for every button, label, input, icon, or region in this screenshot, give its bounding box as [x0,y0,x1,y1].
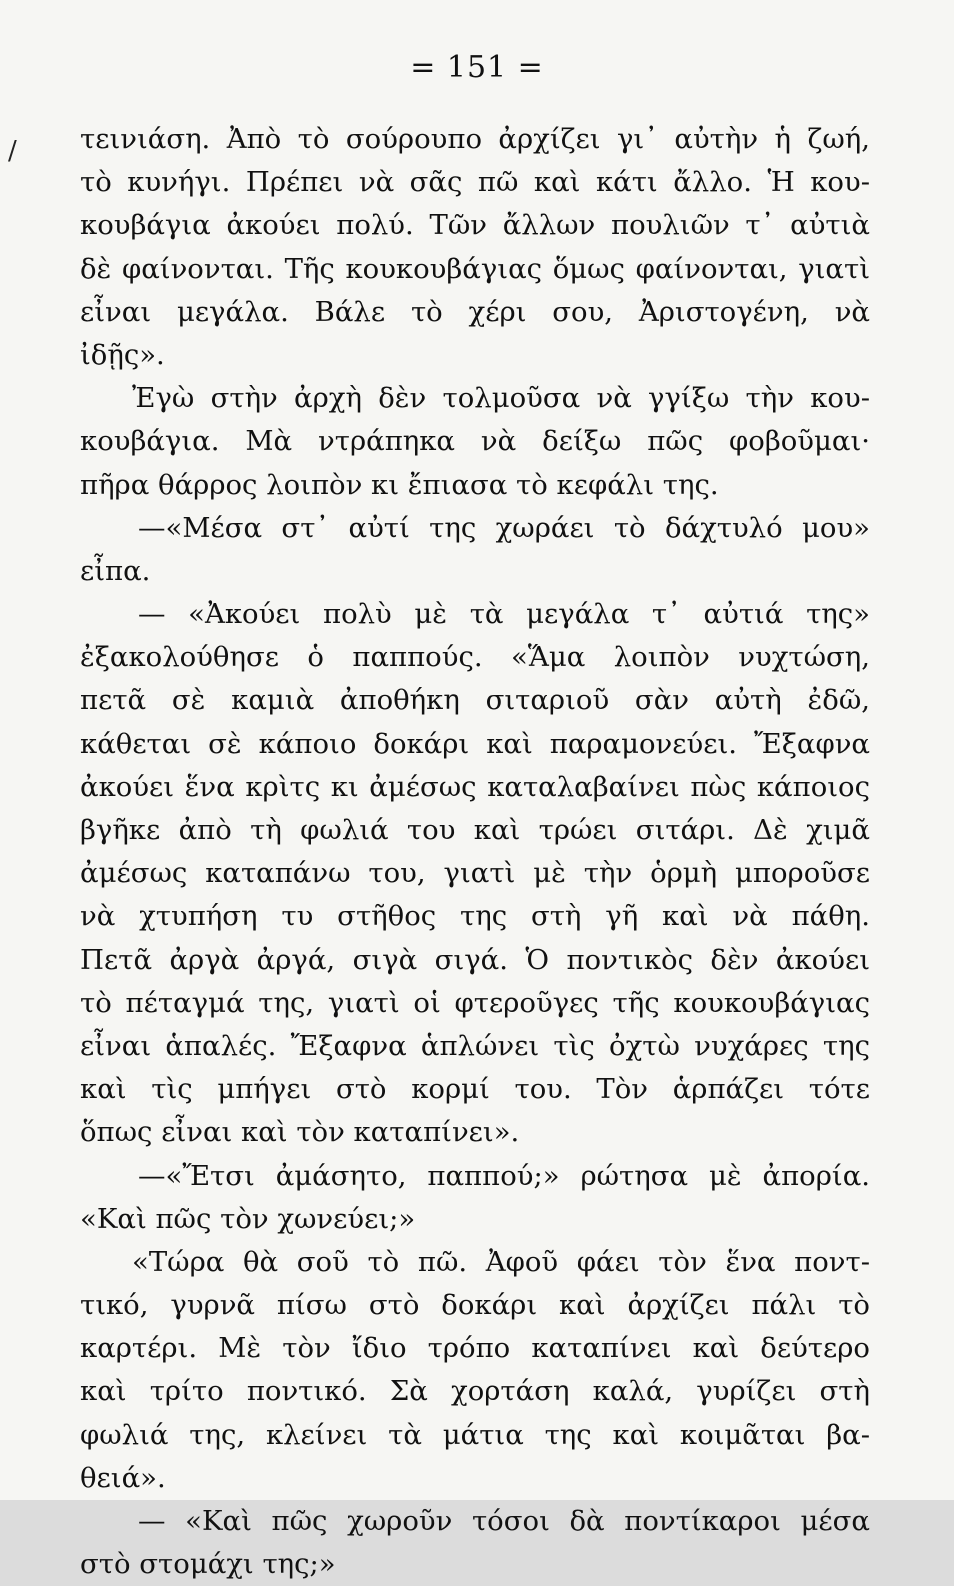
text-line: κάθεται σὲ κάποιο δοκάρι καὶ παραμονεύει. Ἔξαφνα [80,727,870,760]
page-number: = 151 = [410,50,544,85]
text-line: —«Μέσα στ᾽ αὐτί της χωράει τὸ δάχτυλό μου» [138,511,870,544]
text-line: ἐξακολούθησε ὁ παππούς. «Ἅμα λοιπὸν νυχτώση, [80,641,870,674]
text-line: ὅπως εἶναι καὶ τὸν καταπίνει». [80,1116,520,1149]
text-line: ἰδῇς». [80,338,165,371]
text-line: Πετᾶ ἀργὰ ἀργά, σιγὰ σιγά. Ὁ ποντικὸς δὲν ἀκούει [80,943,870,976]
text-line: — «Ἀκούει πολὺ μὲ τὰ μεγάλα τ᾽ αὐτιά της» [138,598,870,631]
text-line: καὶ τρίτο ποντικό. Σὰ χορτάση καλά, γυρίζει στὴ [80,1375,870,1408]
text-line: καὶ τὶς μπήγει στὸ κορμί του. Τὸν ἁρπάζει τότε [80,1073,870,1106]
body-text [80,118,870,1586]
text-line: κουβάγια. Μὰ ντράπηκα νὰ δείξω πῶς φοβοῦμαι· [80,425,870,458]
text-line: τεινιάση. Ἀπὸ τὸ σούρουπο ἀρχίζει γι᾽ αὐτὴν ἡ ζωή, [80,123,870,155]
text-line: καρτέρι. Μὲ τὸν ἴδιο τρόπο καταπίνει καὶ δεύτερο [80,1332,870,1365]
text-line: κουβάγια ἀκούει πολύ. Τῶν ἄλλων πουλιῶν τ᾽ αὐτιὰ [80,209,870,242]
margin-mark: / [8,136,17,166]
text-line: τικό, γυρνᾶ πίσω στὸ δοκάρι καὶ ἀρχίζει πάλι τὸ [80,1289,870,1322]
text-line: εἶναι μεγάλα. Βάλε τὸ χέρι σου, Ἀριστογένη, νὰ [80,295,870,328]
text-line: φωλιά της, κλείνει τὰ μάτια της καὶ κοιμᾶται βα- [80,1418,870,1451]
text-line: τὸ πέταγμά της, γιατὶ οἱ φτεροῦγες τῆς κουκουβάγιας [80,986,870,1019]
text-line: στὸ στομάχι της;» [80,1548,336,1581]
text-line: εἶπα. [80,554,151,587]
text-line: τὸ κυνήγι. Πρέπει νὰ σᾶς πῶ καὶ κάτι ἄλλο. Ἡ κου- [80,166,870,199]
text-line: Ἐγὼ στὴν ἀρχὴ δὲν τολμοῦσα νὰ γγίξω τὴν κου- [132,382,870,415]
text-line: —«Ἔτσι ἀμάσητο, παππού;» ρώτησα μὲ ἀπορία. [138,1159,870,1192]
text-line: νὰ χτυπήση τυ στῆθος της στὴ γῆ καὶ νὰ πάθη. [80,900,870,933]
text-line: βγῆκε ἀπὸ τὴ φωλιά του καὶ τρώει σιτάρι. Δὲ χιμᾶ [80,814,870,846]
text-line: πῆρα θάρρος λοιπὸν κι ἔπιασα τὸ κεφάλι της. [80,468,719,501]
text-line: «Τώρα θὰ σοῦ τὸ πῶ. Ἀφοῦ φάει τὸν ἕνα ποντ- [132,1245,870,1278]
text-line: εἶναι ἁπαλές. Ἔξαφνα ἁπλώνει τὶς ὀχτὼ νυχάρες της [80,1029,870,1062]
text-line: ἀκούει ἕνα κρὶτς κι ἀμέσως καταλαβαίνει πὼς κάποιος [80,770,870,803]
text-line: ἀμέσως καταπάνω του, γιατὶ μὲ τὴν ὁρμὴ μποροῦσε [80,857,870,890]
text-line: πετᾶ σὲ καμιὰ ἀποθήκη σιταριοῦ σὰν αὐτὴ ἐδῶ, [80,684,870,717]
text-line: δὲ φαίνονται. Τῆς κουκουβάγιας ὅμως φαίνονται, γιατὶ [80,252,870,285]
text-line: θειά». [80,1461,166,1494]
text-line: «Καὶ πῶς τὸν χωνεύει;» [80,1202,416,1235]
text-line: — «Καὶ πῶς χωροῦν τόσοι δὰ ποντίκαροι μέσα [138,1505,870,1537]
